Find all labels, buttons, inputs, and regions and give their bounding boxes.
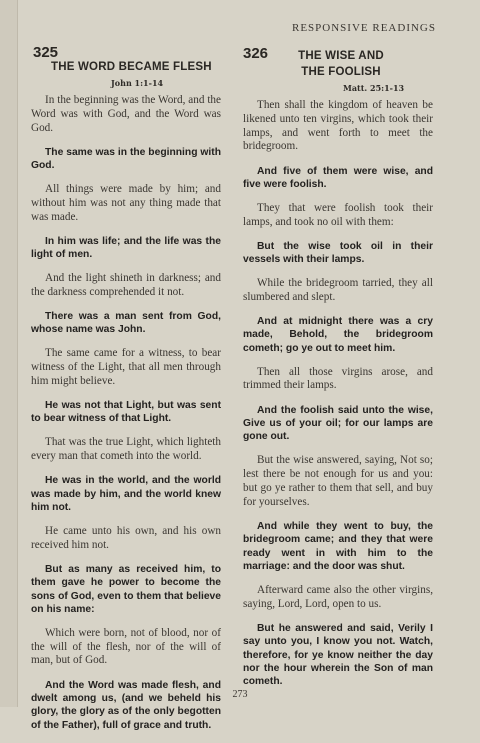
response-paragraph: But he answered and said, Verily I say unto you, I know you not. Watch, therefore, for ye know neither the day nor the hour wherein the Son of man cometh. [243, 622, 433, 688]
paragraph: They that were foolish took their lamps, and took no oil with them: [243, 201, 433, 228]
response-paragraph: And while they went to buy, the bridegroom came; and they that were ready went in with him to the marriage: and the door was shut. [243, 520, 433, 572]
response-paragraph: The same was in the beginning with God. [31, 146, 221, 172]
reading-body [243, 99, 433, 699]
response-paragraph: He was not that Light, but was sent to bear witness of that Light. [31, 399, 221, 425]
scripture-reference: John 1:1-14 [111, 78, 164, 88]
paragraph: All things were made by him; and without him was not any thing made that was made. [31, 182, 221, 223]
reading-number: 325 [33, 44, 59, 61]
paragraph: That was the true Light, which lighteth every man that cometh into the world. [31, 436, 221, 462]
paragraph: Then all those virgins arose, and trimmed their lamps. [243, 365, 433, 392]
paragraph: And the light shineth in darkness; and the darkness comprehended it not. [31, 271, 221, 298]
response-paragraph: And at midnight there was a cry made, Behold, the bridegroom cometh; go ye out to meet him. [243, 315, 433, 354]
reading-title: THE WISE AND THE FOOLISH [298, 50, 384, 78]
scripture-reference: Matt. 25:1-13 [343, 83, 405, 93]
running-head: RESPONSIVE READINGS [292, 22, 436, 34]
paragraph: The same came for a witness, to bear witness of the Light, that all men through him might believe. [31, 347, 221, 387]
page-edge [0, 0, 18, 707]
reading-number: 326 [243, 45, 269, 62]
page-number: 273 [232, 689, 248, 700]
response-paragraph: There was a man sent from God, whose name was John. [31, 310, 221, 336]
reading-title: THE WORD BECAME FLESH [51, 61, 212, 73]
paragraph: In the beginning was the Word, and the Word was with God, and the Word was God. [31, 94, 221, 134]
response-paragraph: And five of them were wise, and five were foolish. [243, 165, 433, 190]
paragraph: Afterward came also the other virgins, saying, Lord, Lord, open to us. [243, 583, 433, 610]
paragraph: He came unto his own, and his own received him not. [31, 524, 221, 551]
paragraph: But the wise answered, saying, Not so; lest there be not enough for us and you: but go ye rather to them that sell, and buy for yourselves. [243, 454, 433, 508]
response-paragraph: But the wise took oil in their vessels with their lamps. [243, 240, 433, 266]
paragraph: While the bridegroom tarried, they all slumbered and slept. [243, 276, 433, 303]
response-paragraph: But as many as received him, to them gave he power to become the sons of God, even to them that believe on his name: [31, 563, 221, 615]
paragraph: Then shall the kingdom of heaven be likened unto ten virgins, which took their lamps, and went forth to meet the bridegroom. [243, 99, 433, 153]
reading-body [31, 94, 221, 743]
response-paragraph: And the Word was made flesh, and dwelt among us, (and we beheld his glory, the glory as of the only begotten of the Father), full of grace and truth. [31, 679, 221, 731]
response-paragraph: And the foolish said unto the wise, Give us of your oil; for our lamps are gone out. [243, 404, 433, 443]
response-paragraph: In him was life; and the life was the light of men. [31, 235, 221, 261]
paragraph: Which were born, not of blood, nor of the will of the flesh, nor of the will of man, but of God. [31, 626, 221, 667]
response-paragraph: He was in the world, and the world was made by him, and the world knew him not. [31, 475, 221, 513]
